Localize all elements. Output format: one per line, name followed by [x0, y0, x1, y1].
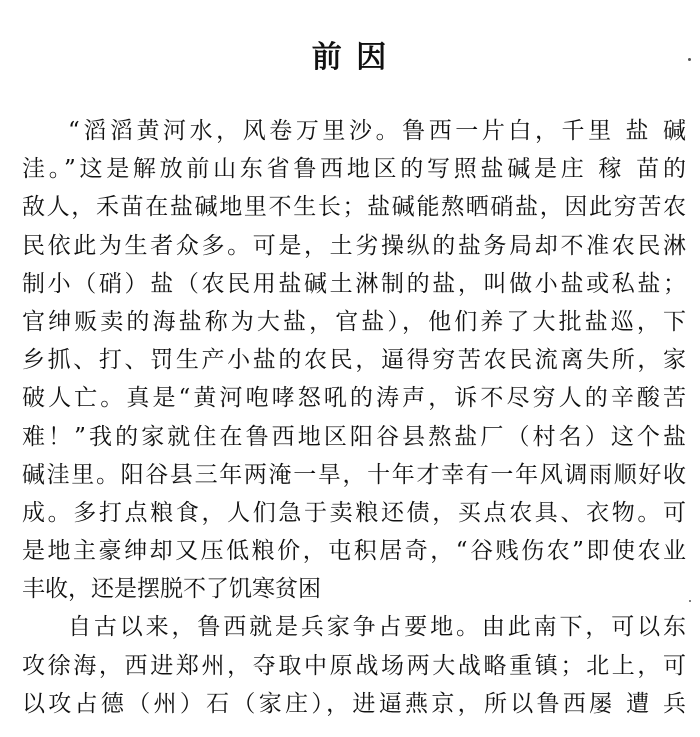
scan-speck — [688, 58, 691, 61]
paragraph-line: 难！”我的家就住在鲁西地区阳谷县熬盐厂（村名）这个盐 — [22, 423, 686, 450]
paragraph-line: 成。多打点粮食，人们急于卖粮还债，买点农具、衣物。可 — [22, 499, 686, 526]
paragraph-line: 乡抓、打、罚生产小盐的农民，逼得穷苦农民流离失所，家 — [22, 347, 686, 374]
body-text — [22, 112, 686, 723]
page-title: 前 因 — [311, 40, 389, 75]
paragraph-line: 敌人，禾苗在盐碱地里不生长；盐碱能熬晒硝盐，因此穷苦农 — [22, 194, 686, 221]
paragraph-line: 是地主豪绅却又压低粮价，屯积居奇，“谷贱伤农”即使农业 — [22, 538, 686, 565]
paragraph-line: 破人亡。真是“黄河咆哮怒吼的涛声，诉不尽穷人的辛酸苦 — [22, 385, 686, 412]
paragraph-line: “滔滔黄河水，风卷万里沙。鲁西一片白，千里 盐 碱 — [68, 118, 686, 144]
paragraph-line: 洼。”这是解放前山东省鲁西地区的写照盐碱是庄 稼 苗的 — [22, 156, 686, 183]
scan-speck — [689, 600, 691, 602]
paragraph-line: 攻徐海，西进郑州，夺取中原战场两大战略重镇；北上，可 — [22, 652, 686, 679]
paragraph-line: 丰收，还是摆脱不了饥寒贫困 — [22, 576, 321, 603]
paragraph-line: 自古以来，鲁西就是兵家争占要地。由此南下，可以东 — [68, 614, 686, 641]
paragraph-line: 以攻占德（州）石（家庄），进逼燕京，所以鲁西屡 遭 兵 — [22, 690, 686, 717]
paragraph-line: 碱洼里。阳谷县三年两淹一旱，十年才幸有一年风调雨顺好收 — [22, 461, 686, 488]
paragraph-line: 官绅贩卖的海盐称为大盐，官盐），他们养了大批盐巡，下 — [22, 308, 686, 335]
paragraph-line: 制小（硝）盐（农民用盐碱土淋制的盐，叫做小盐或私盐； — [22, 270, 686, 297]
paragraph-line: 民依此为生者众多。可是，土劣操纵的盐务局却不准农民淋 — [22, 232, 686, 259]
